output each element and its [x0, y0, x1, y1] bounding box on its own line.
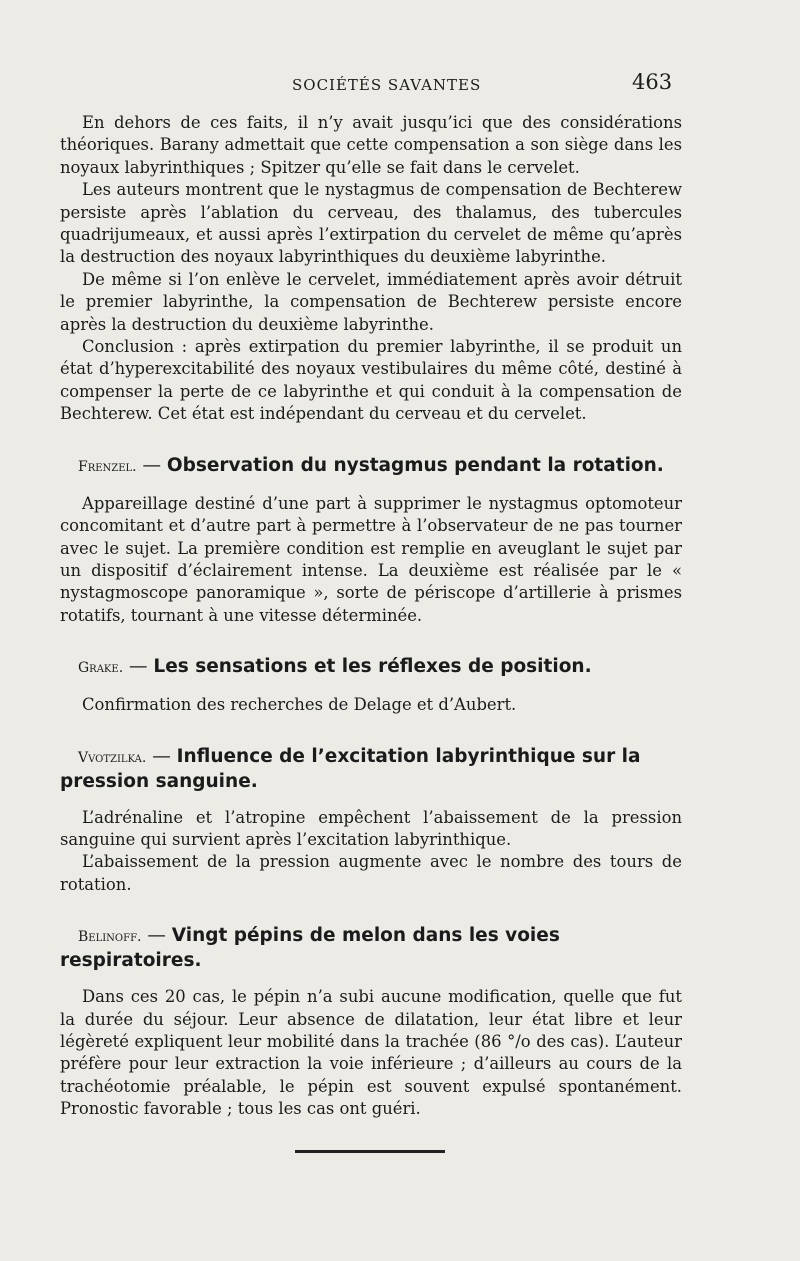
author-name: Belinoff. [78, 929, 142, 946]
page-header [0, 68, 800, 98]
author-name: Frenzel. [78, 458, 137, 475]
entry-title: Les sensations et les réflexes de position. [153, 656, 592, 678]
separator-dash: — [141, 925, 172, 947]
separator-dash: — [123, 656, 154, 678]
entry-vvotzilka [60, 745, 682, 897]
entry-belinoff [60, 924, 682, 1120]
article-body [60, 112, 682, 1121]
paragraph: Les auteurs montrent que le nystagmus de compensation de Bechterew persiste après l’ablation du cerveau, des thalamus, des tubercules quadrijumeaux, et aussi après l’extirpation du cervelet de même qu’après la destruction des noyaux labyrinthiques du deuxième labyrinthe. [60, 180, 682, 267]
paragraph: L’adrénaline et l’atropine empêchent l’abaissement de la pression sanguine qui survient après l’excitation labyrinthique. [60, 807, 682, 849]
paragraph: Confirmation des recherches de Delage et d’Aubert. [82, 695, 517, 715]
end-rule [295, 1150, 445, 1153]
entry-heading [60, 655, 682, 680]
paragraph: Dans ces 20 cas, le pépin n’a subi aucune modification, quelle que fut la durée du séjour. Leur absence de dilatation, leur état libre et leur légèreté expliquent leur mobilité dans la trachée (86 °/o des cas). L’auteur préfère pour leur extraction la voie inférieure ; d’ailleurs au cours de la trachéotomie préalable, le pépin est souvent expulsé spontanément. Pronostic favorable ; tous les cas ont guéri. [60, 987, 682, 1119]
entry-title: Influence de l’excitation labyrinthique sur la pression sanguine. [60, 745, 641, 792]
author-name: Grake. [78, 660, 124, 677]
paragraph: Appareillage destiné d’une part à supprimer le nystagmus optomoteur concomitant et d’autre part à permettre à l’observateur de ne pas tourner avec le sujet. La première condition est remplie en aveuglant le sujet par un dispositif d’éclairement intense. La deuxième est réalisée par le « nystagmoscope panoramique », sorte de périscope d’artillerie à prismes rotatifs, tournant à une vitesse déterminée. [60, 493, 682, 625]
page-number: 463 [632, 70, 673, 94]
paragraph: De même si l’on enlève le cervelet, immédiatement après avoir détruit le premier labyrinthe, la compensation de Bechterew persiste encore après la destruction du deuxième labyrinthe. [60, 269, 682, 334]
entry-heading [60, 924, 682, 972]
entry-heading [60, 454, 682, 479]
entry-title: Observation du nystagmus pendant la rotation. [166, 454, 664, 476]
paragraph: L’abaissement de la pression augmente avec le nombre des tours de rotation. [60, 852, 682, 894]
separator-dash: — [146, 745, 177, 767]
entry-frenzel [60, 454, 682, 627]
paragraph: En dehors de ces faits, il n’y avait jusqu’ici que des considérations théoriques. Barany admettait que cette compensation a son siège dans les noyaux labyrinthiques ; Spitzer qu’elle se fait dans le cervelet. [60, 113, 682, 177]
separator-dash: — [136, 454, 167, 476]
entry-title: Vingt pépins de melon dans les voies respiratoires. [60, 925, 560, 972]
running-head: SOCIÉTÉS SAVANTES [292, 76, 482, 94]
paragraph: Conclusion : après extirpation du premier labyrinthe, il se produit un état d’hyperexcitabilité des noyaux vestibulaires du même côté, destiné à compenser la perte de ce labyrinthe et qui conduit à la compensation de Bechterew. Cet état est indépendant du cerveau et du cervelet. [60, 337, 682, 424]
entry-grake [60, 655, 682, 716]
author-name: Vvotzilka. [78, 749, 147, 766]
entry-heading [60, 745, 682, 793]
